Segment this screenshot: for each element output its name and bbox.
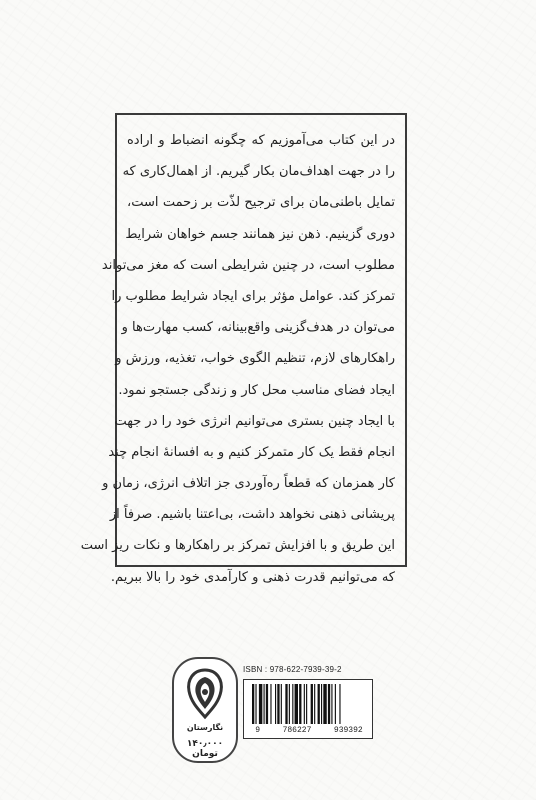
barcode-bars [244, 680, 374, 726]
blurb-line: که می‌توانیم قدرت ذهنی و کارآمدی خود را بالا ببریم. [110, 569, 395, 585]
barcode [243, 679, 373, 739]
blurb-line: ایجاد فضای مناسب محل کار و زندگی جستجو نمود. [118, 382, 395, 398]
isbn-label: ISBN : 978-622-7939-39-2 [243, 665, 342, 674]
blurb-line: تمرکز کند. عوامل مؤثر برای ایجاد شرایط مطلوب را [111, 288, 395, 304]
price-label: ۱۴۰٫۰۰۰ تومان [186, 739, 224, 759]
publisher-name: نگارستان [186, 723, 224, 732]
blurb-line: تمایل باطنی‌مان برای ترجیح لذّت بر زحمت است، [127, 195, 395, 211]
blurb-box [80, 113, 407, 585]
blurb-line: کار همزمان که قطعاً ره‌آوردی جز اتلاف انرژی، زمان و [102, 476, 395, 492]
blurb-line: در این کتاب می‌آموزیم که چگونه انضباط و اراده [127, 133, 395, 148]
blurb-line: دوری گزینیم. ذهن نیز همانند جسم خواهان شرایط [125, 226, 395, 242]
blurb-line: انجام فقط یک کار متمرکز کنیم و به افسانهٔ انجام چند [108, 444, 395, 460]
blurb-line: پریشانی ذهنی نخواهد داشت، بی‌اعتنا باشیم. صرفاً از [109, 507, 395, 523]
blurb-line: با ایجاد چنین بستری می‌توانیم انرژی خود را در جهت [114, 413, 395, 429]
publisher-logo [172, 657, 238, 763]
blurb-line: را در جهت اهداف‌مان بکار گیریم. از اهمال‌کاری که [122, 164, 395, 180]
blurb-line: مطلوب است، در چنین شرایطی است که مغز می‌تواند [101, 257, 395, 273]
barcode-digit-group: 939392 [333, 726, 363, 735]
barcode-digits [244, 726, 374, 735]
blurb-line: راهکارهای لازم، تنظیم الگوی خواب، تغذیه، ورزش و [115, 351, 395, 367]
barcode-digit-group: 9 [255, 726, 261, 735]
barcode-digit-group: 786227 [282, 726, 312, 735]
blurb-line: می‌توان در هدف‌گزینی واقع‌بینانه، کسب مهارت‌ها و [121, 320, 395, 336]
publisher-logo-icon [183, 667, 227, 721]
blurb-line: این طریق و با افزایش تمرکز بر راهکارها و نکات ریز است [80, 538, 395, 554]
